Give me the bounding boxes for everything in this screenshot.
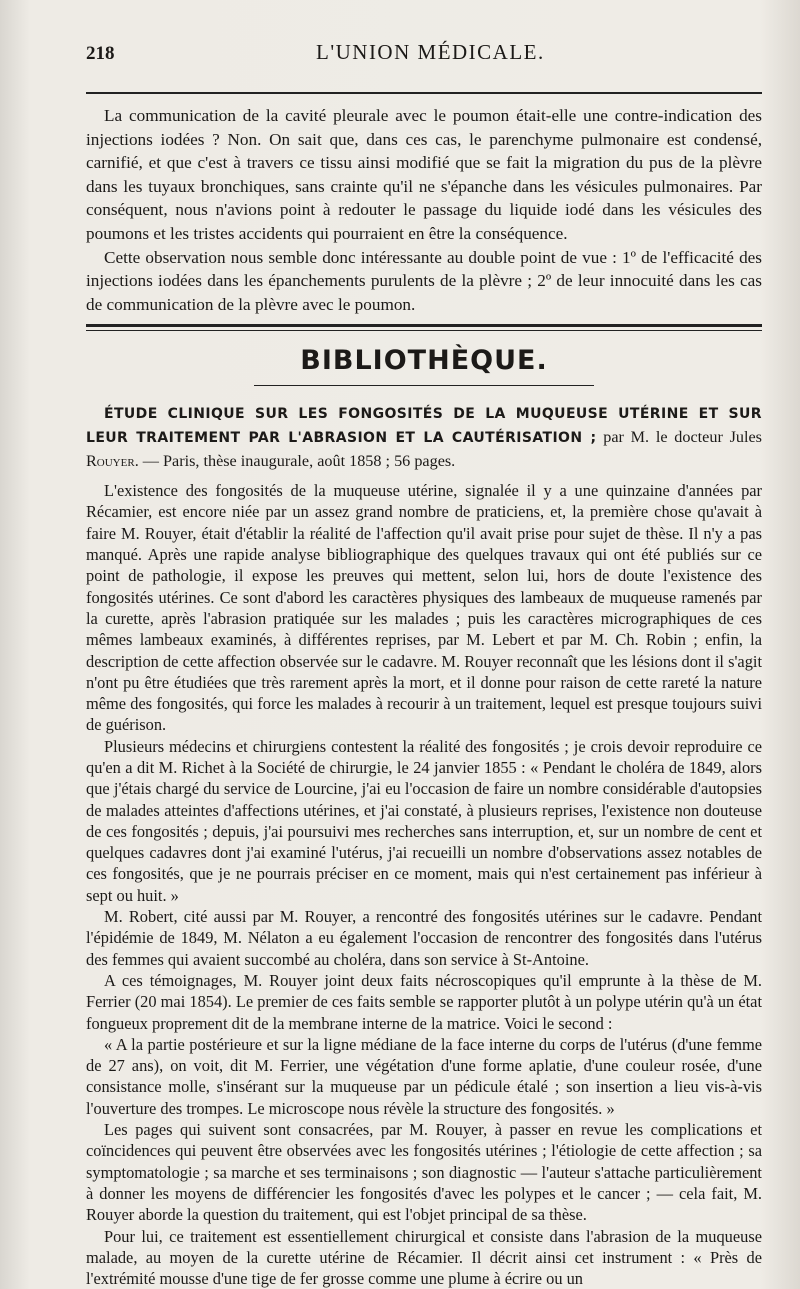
review-paragraph: L'existence des fongosités de la muqueuse utérine, signalée il y a une quinzaine d'années par Récamier, est encore niée par un assez grand nombre de praticiens, et, la première chose qu'avait à faire M. Rouyer, était d'établir la réalité de l'affection qu'il avait prise pour sujet de thèse. Il n'y a pas manqué. Après une rapide analyse bibliographique des quelques travaux qui ont été publiés sur ce point de pathologie, il expose les preuves qui mettent, selon lui, hors de doute l'existence des fongosités utérines. Ce sont d'abord les caractères physiques des lambeaux de muqueuse ramenés par la curette, après l'abrasion pratiquée sur les malades ; puis les caractères micrographiques de ces mêmes lambeaux examinés, à différentes reprises, par M. Lebert et par M. Ch. Robin ; enfin, la description de cette affection observée sur le cadavre. M. Rouyer reconnaît que les lésions dont il s'agit n'ont pu être étudiées que très rarement après la mort, et il donne pour raison de cette rareté la nature même des fongosités, qui force les malades à recourir à un traitement, lequel est presque toujours suivi de guérison. — [86, 481, 762, 735]
intro-paragraph: Cette observation nous semble donc intéressante au double point de vue : 1º de l'efficacité des injections iodées dans les épanchements purulents de la plèvre ; 2º de leur innocuité dans les cas de communication de la plèvre avec le poumon. — [86, 247, 762, 314]
running-title: L'UNION MÉDICALE. — [316, 40, 545, 64]
page-header — [86, 40, 762, 80]
review-paragraph: M. Robert, cité aussi par M. Rouyer, a rencontré des fongosités utérines sur le cadavre. Pendant l'épidémie de 1849, M. Nélaton a eu également l'occasion de rencontrer des fongosités dans l'utérus des femmes qui avaient succombé au choléra, dans son service à St-Antoine. — [86, 907, 762, 969]
intro-section — [86, 104, 762, 316]
review-paragraph: Pour lui, ce traitement est essentiellement chirurgical et consiste dans l'abrasion de la muqueuse malade, au moyen de la curette utérine de Récamier. Il décrit ainsi cet instrument : « Près de l'extrémité mousse d'une tige de fer grosse comme une plume à écrire ou un — [86, 1226, 762, 1289]
book-publication: . — Paris, thèse inaugurale, août 1858 ; 56 pages. — [134, 451, 456, 470]
header-rule — [86, 92, 762, 94]
review-quote: « A la partie postérieure et sur la ligne médiane de la face interne du corps de l'utérus (d'une femme de 27 ans), on voit, dit M. Ferrier, une végétation d'une forme aplatie, d'une couleur rosée, d'une consistance molle, s'insérant sur la muqueuse par un pédicule étalé ; son insertion a lieu vis-à-vis l'ouverture des trompes. Le microscope nous révèle la structure des fongosités. » — [86, 1034, 762, 1118]
section-separator — [86, 324, 762, 331]
intro-paragraph: La communication de la cavité pleurale avec le poumon était-elle une contre-indication des injections iodées ? Non. On sait que, dans ces cas, le parenchyme pulmonaire est condensé, carnifié, et que c'est à travers ce tissu ainsi modifié que se fait la migration du pus de la plèvre dans les tuyaux bronchiques, sans crainte qu'il ne s'épanche dans les vésicules pulmonaires. Par conséquent, nous n'avions point à redouter le passage du liquide iodé dans les vésicules des poumons et les tristes accidents qui pourraient en être la conséquence. — [86, 106, 762, 243]
review-paragraph: A ces témoignages, M. Rouyer joint deux faits nécroscopiques qu'il emprunte à la thèse de M. Ferrier (20 mai 1854). Le premier de ces faits semble se rapporter plutôt à un polype utérin qu'à un état fongueux proprement dit de la membrane interne de la matrice. Voici le second : — [86, 970, 762, 1033]
book-reference — [86, 402, 762, 472]
section-title: BIBLIOTHÈQUE. — [300, 345, 548, 377]
title-underline — [254, 385, 594, 386]
book-author: Rouyer — [86, 451, 135, 470]
book-title: ÉTUDE CLINIQUE SUR LES FONGOSITÉS DE LA MUQUEUSE UTÉRINE ET SUR LEUR TRAITEMENT PAR L'ABRASION ET LA CAUTÉRISATION ; — [86, 406, 762, 446]
review-body — [86, 480, 762, 1289]
review-paragraph: Plusieurs médecins et chirurgiens contestent la réalité des fongosités ; je crois devoir reproduire ce qu'en a dit M. Richet à la Société de chirurgie, le 24 janvier 1855 : « Pendant le choléra de 1849, alors que j'étais chargé du service de Lourcine, j'ai eu l'occasion de faire un nombre considérable d'autopsies de malades atteintes d'affections utérines, et j'ai constaté, à plusieurs reprises, l'existence non douteuse de ces fongosités ; depuis, j'ai poursuivi mes recherches sans interruption, et, sur un nombre de cent et quelques cadavres dont j'ai examiné l'utérus, j'ai recueilli un nombre d'observations assez notables de ces fongosités, que je ne pourrais préciser en ce moment, mais qui n'est certainement pas inférieur à sept ou huit. » — [86, 736, 762, 905]
book-byline: par M. le docteur Jules — [603, 427, 762, 446]
page-number: 218 — [86, 43, 115, 64]
review-paragraph: Les pages qui suivent sont consacrées, par M. Rouyer, à passer en revue les complications et coïncidences qui peuvent être observées avec les fongosités utérines ; l'étiologie de cette affection ; sa symptomatologie ; sa marche et ses terminaisons ; son diagnostic — l'auteur s'attache particulièrement à donner les moyens de différencier les fongosités d'avec les polypes et le cancer ; — cela fait, M. Rouyer aborde la question du traitement, qui est l'objet principal de sa thèse. — [86, 1120, 762, 1225]
